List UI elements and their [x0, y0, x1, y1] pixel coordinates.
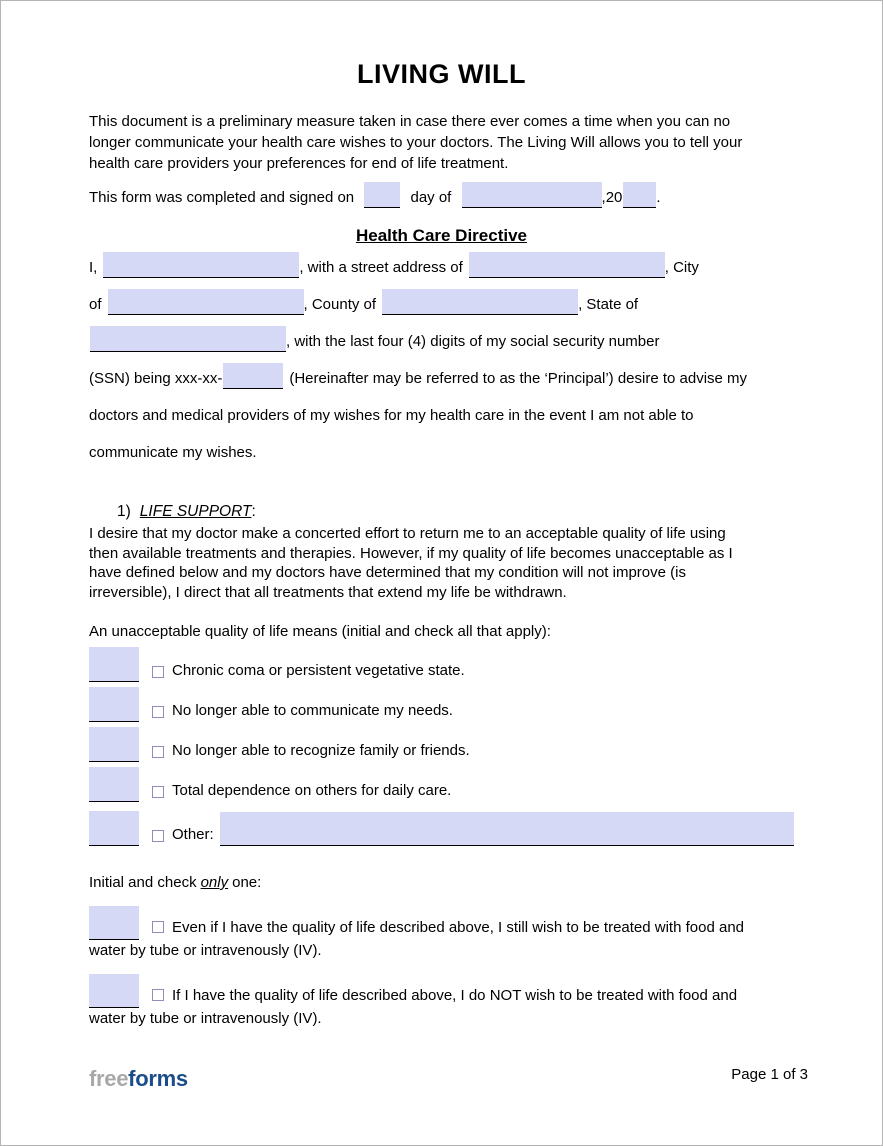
option-text: If I have the quality of life described above, I do NOT wish to be treated with food and [172, 987, 738, 1004]
checkbox-feed-no[interactable] [152, 989, 164, 1001]
checkbox-total-dependence[interactable] [152, 786, 164, 798]
initials-field-other[interactable] [89, 811, 139, 846]
check-row-other [89, 802, 794, 846]
principal-name-field[interactable] [103, 252, 299, 278]
health-care-directive-heading: Health Care Directive [355, 226, 528, 245]
option-feed-yes [89, 906, 794, 961]
year-field[interactable] [623, 182, 656, 208]
month-field[interactable] [462, 182, 602, 208]
page-title: LIVING WILL [357, 59, 526, 89]
initials-field-total-dependence[interactable] [89, 767, 139, 802]
check-label: No longer able to recognize family or friends. [172, 742, 470, 759]
principal-text: , with the last four (4) digits of my social security number [286, 333, 660, 350]
option-feed-no [89, 974, 794, 1029]
initial-one-text: Initial and check [89, 874, 197, 891]
life-support-paragraph [89, 524, 794, 602]
signed-text-mid: day of [410, 189, 452, 206]
ssn-last-four-field[interactable] [223, 363, 283, 389]
initials-field-feed-yes[interactable] [89, 906, 139, 940]
principal-text: doctors and medical providers of my wishes for my health care in the event I am not able to [89, 407, 694, 424]
check-label: No longer able to communicate my needs. [172, 702, 453, 719]
checkbox-recognize-family[interactable] [152, 746, 164, 758]
principal-text: I, [89, 259, 98, 276]
principal-text: communicate my wishes. [89, 444, 257, 461]
check-row-chronic-coma [89, 642, 794, 682]
check-label: Chronic coma or persistent vegetative state. [172, 662, 465, 679]
option-text: Even if I have the quality of life described above, I still wish to be treated with food and [172, 919, 744, 936]
principal-text: of [89, 296, 102, 313]
principal-text: , County of [303, 296, 377, 313]
initials-field-communicate-needs[interactable] [89, 687, 139, 722]
signed-text-pre: This form was completed and signed on [89, 189, 355, 206]
principal-text: (SSN) being xxx-xx- [89, 370, 223, 387]
initial-one-prompt [89, 872, 794, 893]
quality-of-life-prompt: An unacceptable quality of life means (initial and check all that apply): [89, 623, 551, 640]
check-row-total-dependence [89, 762, 794, 802]
initials-field-chronic-coma[interactable] [89, 647, 139, 682]
city-field[interactable] [108, 289, 304, 315]
section-title: LIFE SUPPORT [139, 503, 252, 520]
other-description-field[interactable] [220, 812, 794, 846]
intro-paragraph [89, 111, 794, 174]
day-number-field[interactable] [364, 182, 400, 208]
option-text: water by tube or intravenously (IV). [89, 1010, 322, 1027]
check-label: Other: [172, 826, 214, 843]
check-row-recognize-family [89, 722, 794, 762]
life-support-line: have defined below and my doctors have determined that my condition will not improve (is [89, 564, 686, 581]
section-number: 1) [117, 503, 131, 520]
check-row-communicate-needs [89, 682, 794, 722]
principal-text: (Hereinafter may be referred to as the ‘Principal’) desire to advise my [289, 370, 748, 387]
street-address-field[interactable] [469, 252, 665, 278]
initial-one-emphasis: only [200, 874, 229, 891]
quality-checklist [89, 642, 794, 846]
state-field[interactable] [90, 326, 286, 352]
principal-paragraph [89, 249, 794, 471]
initials-field-recognize-family[interactable] [89, 727, 139, 762]
life-support-line: then available treatments and therapies. However, if my quality of life becomes unacceptable as I [89, 544, 733, 562]
initial-one-text: one: [232, 874, 262, 891]
life-support-line: irreversible), I direct that all treatments that extend my life be withdrawn. [89, 583, 567, 601]
signed-date-line [89, 182, 794, 208]
intro-line: health care providers your preferences for end of life treatment. [89, 155, 509, 172]
intro-line: longer communicate your health care wishes to your doctors. The Living Will allows you to tell your [89, 134, 743, 151]
option-text: water by tube or intravenously (IV). [89, 942, 322, 959]
principal-text: , City [664, 259, 699, 276]
county-field[interactable] [382, 289, 578, 315]
signed-year-prefix: ,20 [601, 189, 623, 206]
logo-forms-text: forms [128, 1066, 188, 1091]
principal-text: , with a street address of [299, 259, 463, 276]
checkbox-communicate-needs[interactable] [152, 706, 164, 718]
page-number-label: Page 1 of 3 [731, 1066, 808, 1083]
section-colon: : [251, 503, 256, 520]
checkbox-other[interactable] [152, 830, 164, 842]
life-support-heading [89, 501, 794, 522]
checkbox-feed-yes[interactable] [152, 921, 164, 933]
life-support-line: I desire that my doctor make a concerted effort to return me to an acceptable quality of life using [89, 525, 726, 542]
freeforms-logo [89, 1068, 188, 1089]
intro-line: This document is a preliminary measure taken in case there ever comes a time when you can no [89, 113, 731, 130]
logo-free-text: free [89, 1066, 129, 1091]
check-label: Total dependence on others for daily care. [172, 782, 452, 799]
signed-text-end: . [656, 189, 661, 206]
checkbox-chronic-coma[interactable] [152, 666, 164, 678]
principal-text: , State of [578, 296, 639, 313]
initials-field-feed-no[interactable] [89, 974, 139, 1008]
